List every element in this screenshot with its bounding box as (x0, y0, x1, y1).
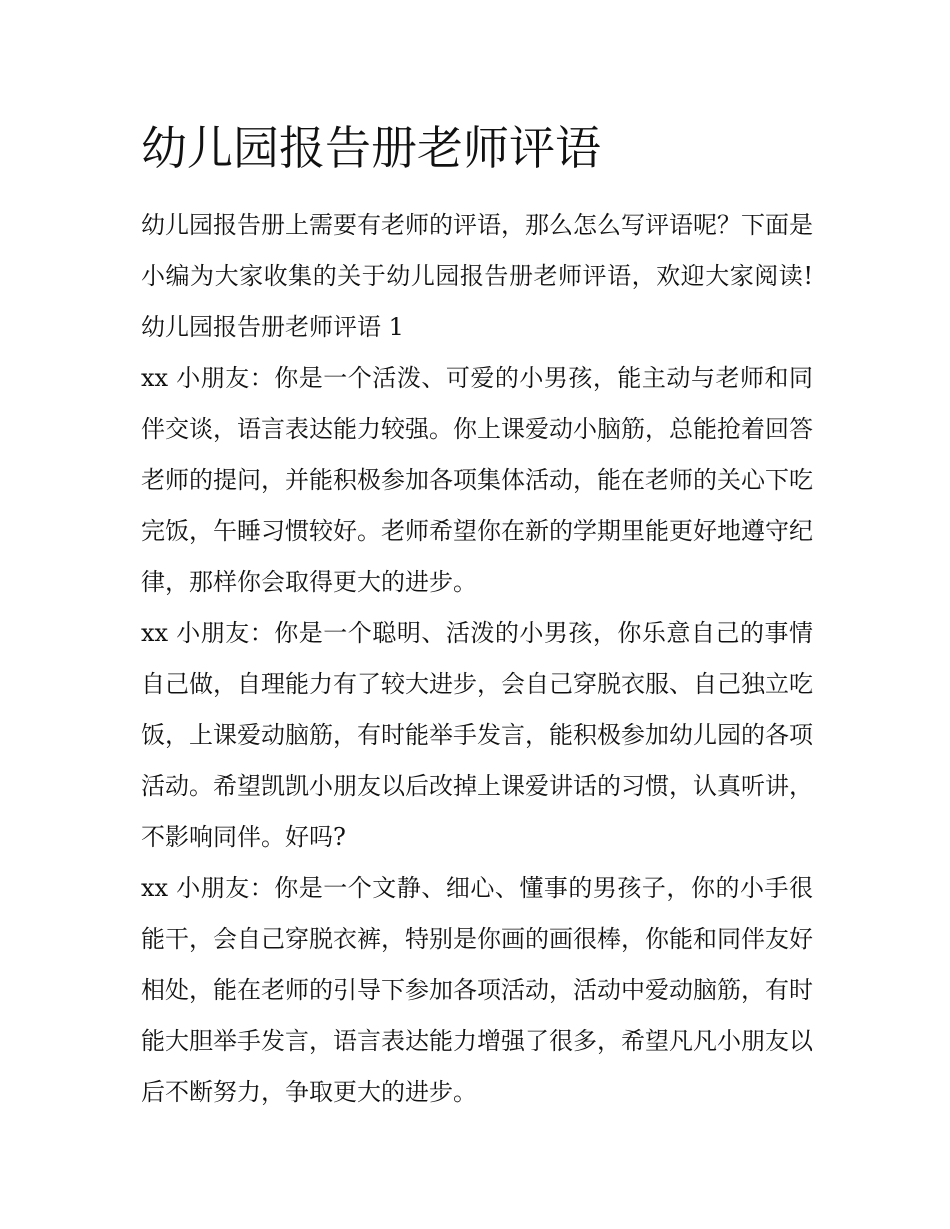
paragraph-comment-3: xx 小朋友：你是一个文静、细心、懂事的男孩子，你的小手很能干，会自己穿脱衣裤，特别是你画的画很棒，你能和同伴友好相处，能在老师的引导下参加各项活动，活动中爱动脑筋，有时能大胆举手发言，语言表达能力增强了很多，希望凡凡小朋友以后不断努力，争取更大的进步。 (141, 874, 813, 1106)
document-title: 幼儿园报告册老师评语 (141, 121, 601, 175)
paragraph-comment-1: xx 小朋友：你是一个活泼、可爱的小男孩，能主动与老师和同伴交谈，语言表达能力较强。你上课爱动小脑筋，总能抢着回答老师的提问，并能积极参加各项集体活动，能在老师的关心下吃完饭，午睡习惯较好。老师希望你在新的学期里能更好地遵守纪律，那样你会取得更大的进步。 (141, 364, 813, 596)
paragraph-intro: 幼儿园报告册上需要有老师的评语，那么怎么写评语呢？下面是小编为大家收集的关于幼儿园报告册老师评语，欢迎大家阅读! 幼儿园报告册老师评语 1 (141, 211, 813, 341)
paragraph-comment-2: xx 小朋友：你是一个聪明、活泼的小男孩，你乐意自己的事情自己做，自理能力有了较大进步，会自己穿脱衣服、自己独立吃饭，上课爱动脑筋，有时能举手发言，能积极参加幼儿园的各项活动。希望凯凯小朋友以后改掉上课爱讲话的习惯，认真听讲，不影响同伴。好吗? (141, 619, 813, 851)
document-page (141, 118, 813, 1118)
